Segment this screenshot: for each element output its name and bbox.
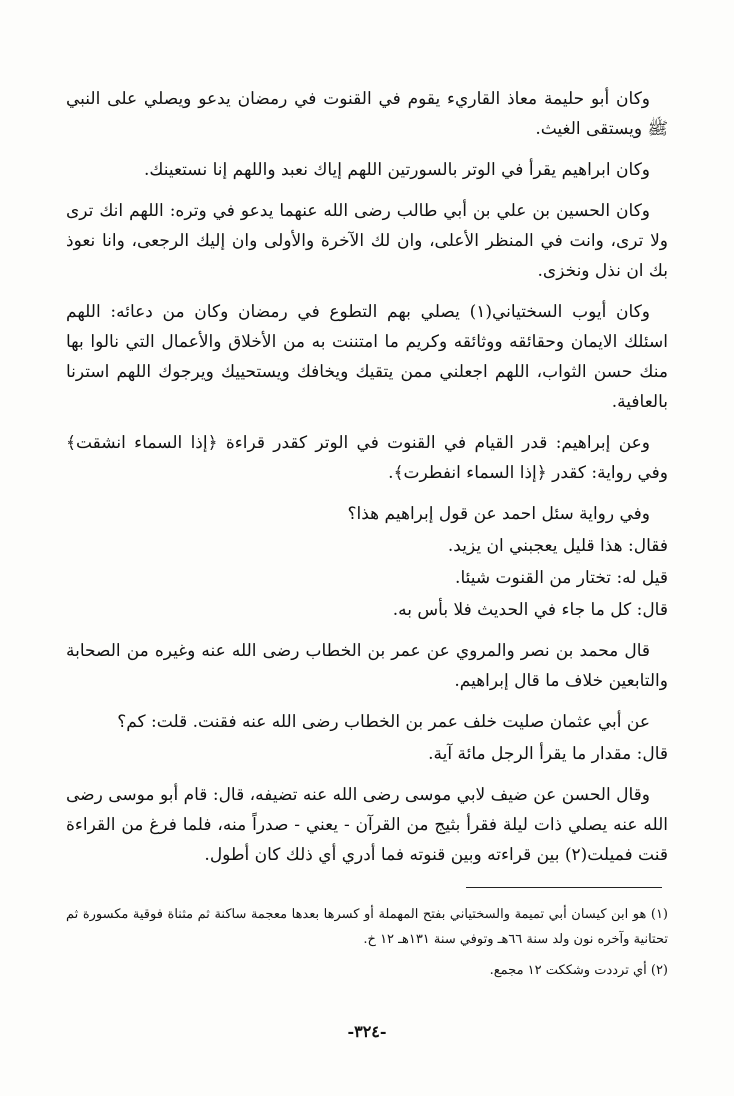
paragraph-ibrahim-witr: وكان ابراهيم يقرأ في الوتر بالسورتين اللهم إياك نعبد واللهم إنا نستعينك. — [143, 160, 650, 180]
footnote-2: (٢) أي ترددت وشككت ١٢ مجمع. — [489, 963, 668, 978]
paragraph-ayyub-dua: وكان أيوب السختياني(١) يصلي بهم التطوع في رمضان وكان من دعائه: اللهم اسئلك الايمان وحقائقه ووثائقه وكريم ما امتننت به من الأخلاق والأعمال التي نالوا بها منك حسن الثواب، اللهم اجعلني ممن يتقيك ويخافك ويستحييك ويرجوك اللهم استرنا بالعافية. — [66, 302, 668, 412]
paragraph-ahmad-hadith: قال: كل ما جاء في الحديث فلا بأس به. — [392, 600, 668, 620]
footnotes — [66, 902, 668, 989]
footnote-1: (١) هو ابن كيسان أبي تميمة والسختياني بفتح المهملة أو كسرها بعدها معجمة ساكنة ثم مثناة فوقية مكسورة ثم تحتانية وآخره نون ولد سنة ٦٦هـ وتوفي سنة ١٣١هـ ١٢ خ. — [66, 907, 668, 947]
paragraph-ahmad-choice: قيل له: تختار من القنوت شيئا. — [455, 568, 668, 588]
main-text — [66, 84, 668, 881]
paragraph-ahmad-answer: فقال: هذا قليل يعجبني ان يزيد. — [447, 536, 668, 556]
footnote-divider — [466, 887, 662, 888]
paragraph-abu-uthman: عن أبي عثمان صليت خلف عمر بن الخطاب رضى الله عنه فقنت. قلت: كم؟ — [117, 712, 650, 732]
paragraph-hundred-ayat: قال: مقدار ما يقرأ الرجل مائة آية. — [428, 744, 668, 764]
paragraph-abu-halima: وكان أبو حليمة معاذ القاريء يقوم في القنوت في رمضان يدعو ويصلي على النبي ﷺ ويستقى الغيث. — [66, 89, 668, 139]
paragraph-husayn-dua: وكان الحسين بن علي بن أبي طالب رضى الله عنهما يدعو في وتره: اللهم انك ترى ولا ترى، وانت في المنظر الأعلى، وان لك الآخرة والأولى وان إليك الرجعى، وانا نعوذ بك ان نذل ونخزى. — [66, 201, 668, 281]
paragraph-muhammad-nasr: قال محمد بن نصر والمروي عن عمر بن الخطاب رضى الله عنه وغيره من الصحابة والتابعين خلاف ما قال إبراهيم. — [66, 641, 668, 691]
page-number: -٣٢٤- — [347, 1022, 387, 1041]
paragraph-abu-musa: وقال الحسن عن ضيف لابي موسى رضى الله عنه تضيفه، قال: قام أبو موسى رضى الله عنه يصلي ذات ليلة فقرأ بثيج من القرآن - يعني - صدراً منه، فلما فرغ من القراءة قنت فميلت(٢) بين قراءته وبين قنوته فما أدري أي ذلك كان أطول. — [66, 785, 668, 865]
paragraph-ahmad-question: وفي رواية سئل احمد عن قول إبراهيم هذا؟ — [347, 504, 650, 524]
paragraph-ibrahim-qunut: وعن إبراهيم: قدر القيام في القنوت في الوتر كقدر قراءة ﴿إذا السماء انشقت﴾ وفي رواية: كقدر ﴿إذا السماء انفطرت﴾. — [66, 433, 668, 483]
